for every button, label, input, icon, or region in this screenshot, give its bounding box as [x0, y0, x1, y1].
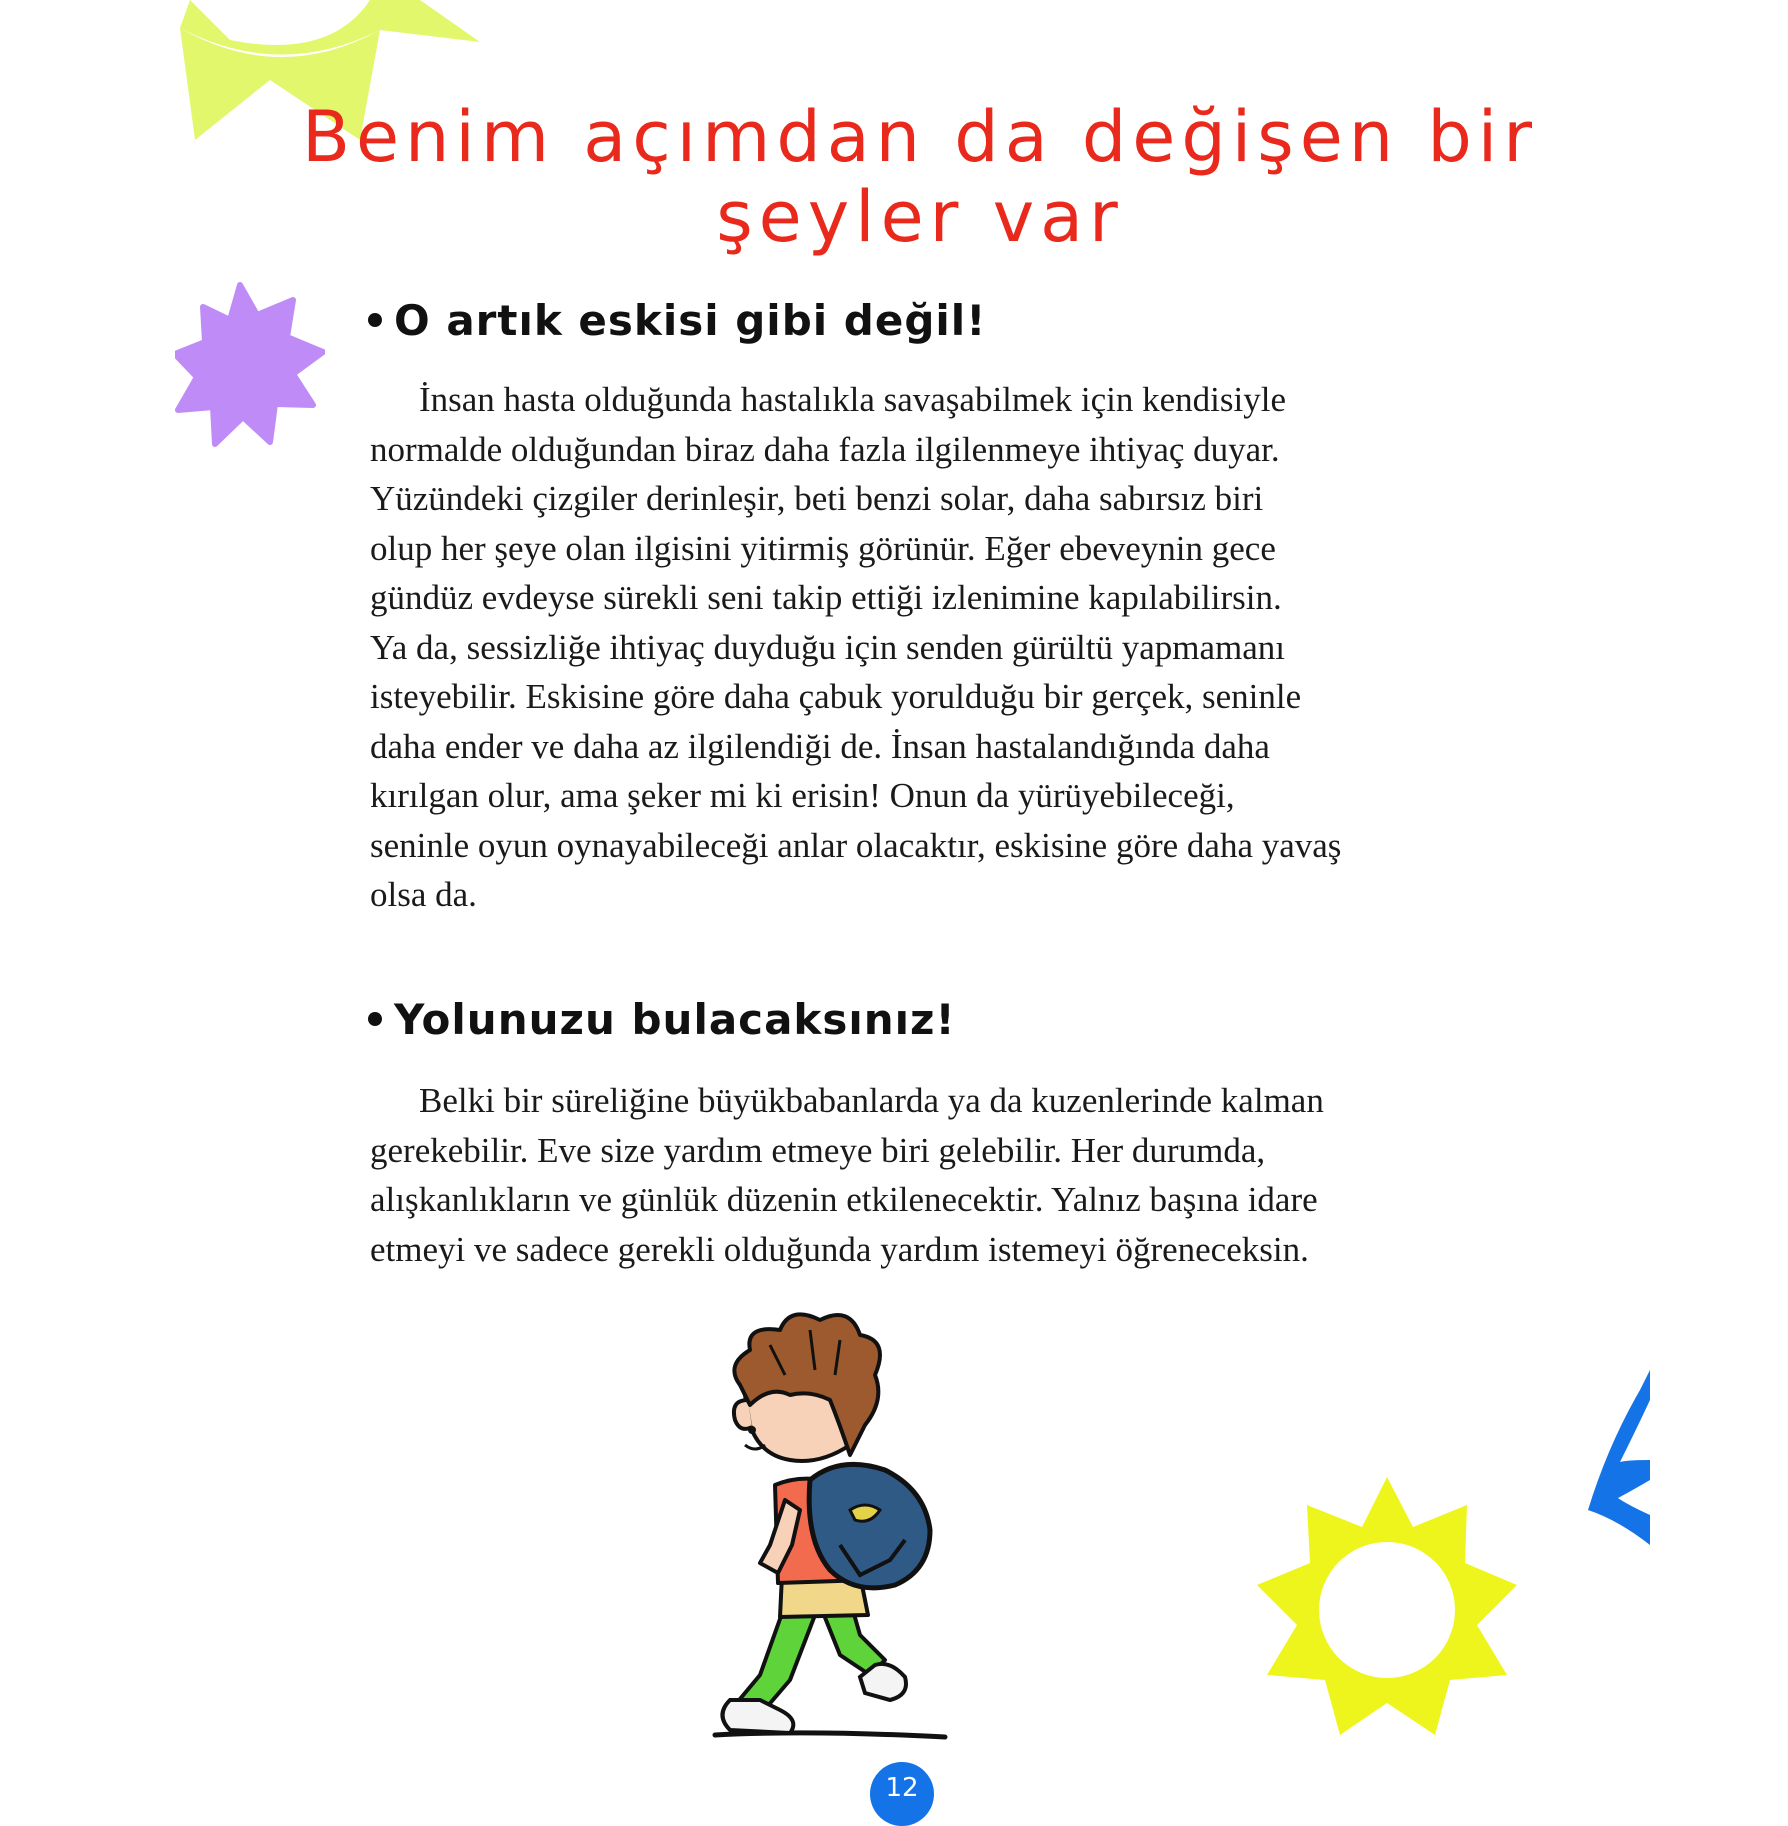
paragraph-line: isteyebilir. Eskisine göre daha çabuk yorulduğu bir gerçek, seninle	[370, 677, 1302, 716]
paragraph-line: etmeyi ve sadece gerekli olduğunda yardım istemeyi öğreneceksin.	[370, 1229, 1309, 1269]
page-title-line-1: Benim açımdan da değişen bir	[301, 96, 1539, 178]
paragraph-line: daha ender ve daha az ilgilendiği de. İnsan hastalandığında daha	[370, 726, 1270, 766]
section-heading-2	[368, 995, 956, 1044]
boy-with-backpack-illustration	[690, 1305, 970, 1745]
paragraph-line: gerekebilir. Eve size yardım etmeye biri gelebilir. Her durumda,	[370, 1130, 1266, 1170]
bullet-icon	[368, 313, 382, 327]
section-heading-1-text: O artık eskisi gibi değil!	[394, 296, 987, 345]
section-2-paragraph	[370, 1076, 1510, 1274]
paragraph-line: Belki bir süreliğine büyükbabanlarda ya da kuzenlerinde kalman	[419, 1081, 1324, 1120]
paragraph-line: İnsan hasta olduğunda hastalıkla savaşabilmek için kendisiyle	[419, 380, 1287, 419]
purple-star-icon	[175, 282, 325, 447]
paragraph-line: normalde olduğundan biraz daha fazla ilgilenmeye ihtiyaç duyar.	[370, 429, 1280, 469]
paragraph-line: Ya da, sessizliğe ihtiyaç duyduğu için senden gürültü yapmamanı	[370, 627, 1286, 667]
section-heading-1	[368, 296, 986, 345]
paragraph-line: alışkanlıkların ve günlük düzenin etkilenecektir. Yalnız başına idare	[370, 1180, 1318, 1219]
bullet-icon	[368, 1012, 382, 1026]
page-title-line-2: şeyler var	[716, 176, 1124, 258]
paragraph-line: seninle oyun oynayabileceği anlar olacaktır, eskisine göre daha yavaş	[370, 825, 1342, 865]
paragraph-line: olsa da.	[370, 875, 477, 914]
page-number-badge: 12	[870, 1762, 934, 1826]
section-1-paragraph	[370, 375, 1510, 920]
paragraph-line: kırılgan olur, ama şeker mi ki erisin! Onun da yürüyebileceği,	[370, 776, 1235, 815]
paragraph-line: olup her şeye olan ilgisini yitirmiş görünür. Eğer ebeveynin gece	[370, 528, 1276, 568]
blue-zigzag-icon	[1578, 1370, 1650, 1550]
paragraph-line: gündüz evdeyse sürekli seni takip ettiği izlenimine kapılabilirsin.	[370, 578, 1282, 617]
paragraph-line: Yüzündeki çizgiler derinleşir, beti benzi solar, daha sabırsız biri	[370, 479, 1264, 518]
yellow-sun-icon	[1255, 1475, 1520, 1740]
section-heading-2-text: Yolunuzu bulacaksınız!	[394, 995, 956, 1044]
